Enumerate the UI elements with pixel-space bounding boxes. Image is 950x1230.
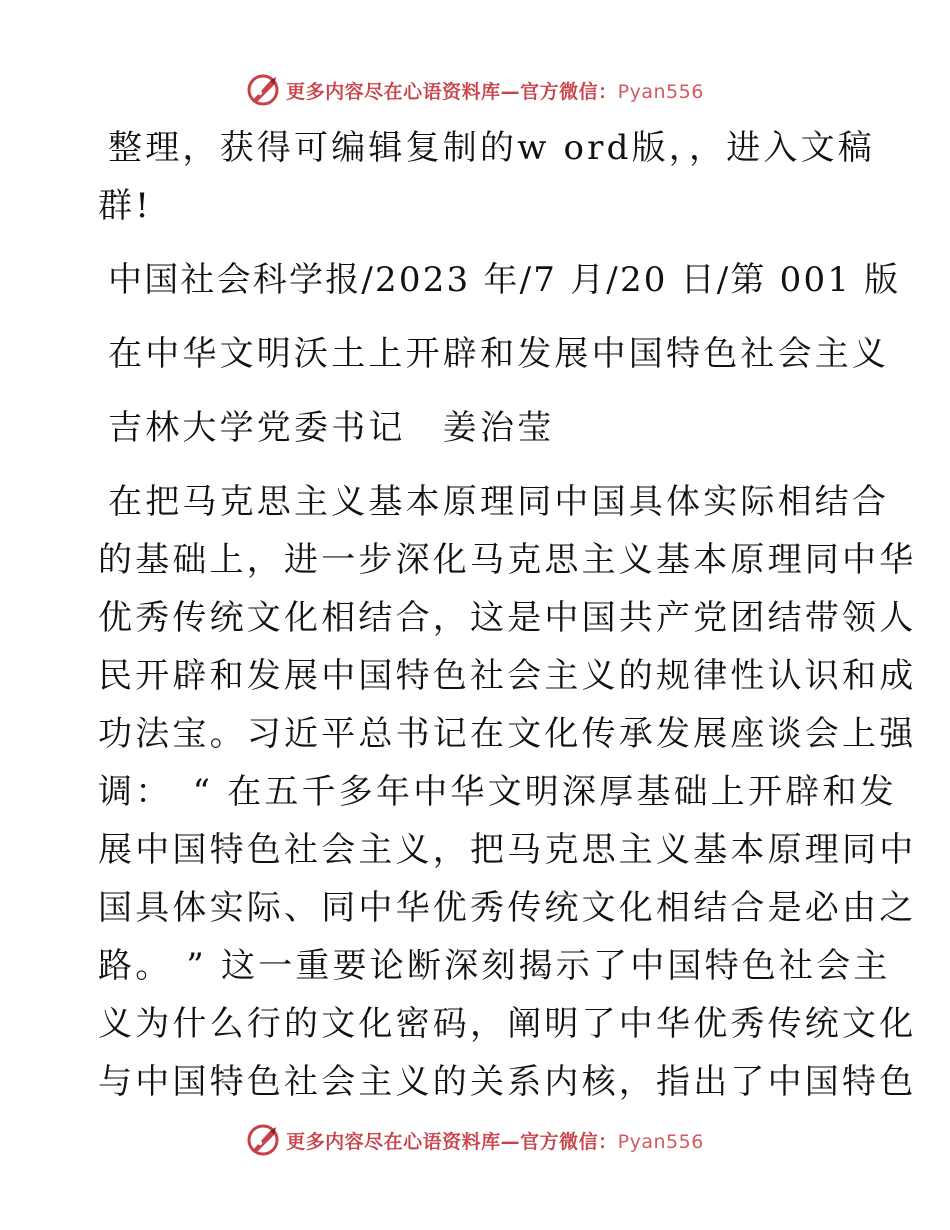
body-line: 调： “ 在五千多年中华文明深厚基础上开辟和发 [98, 772, 897, 812]
body-line: 路。 ” 这一重要论断深刻揭示了中国特色社会主 [98, 946, 891, 986]
author-line: 吉林大学党委书记 姜治莹 [108, 408, 555, 448]
quill-logo-icon [246, 73, 280, 107]
watermark-text: 更多内容尽在心语资料库—官方微信：Pyan556 [286, 1130, 704, 1153]
body-line: 展中国特色社会主义，把马克思主义基本原理同中 [98, 830, 917, 870]
body-line: 国具体实际、同中华优秀传统文化相结合是必由之 [98, 888, 917, 928]
intro-line-1: 整理，获得可编辑复制的w ord版，，进入文稿 [108, 128, 875, 168]
source-line: 中国社会科学报/2023 年/7 月/20 日/第 001 版 [108, 260, 901, 300]
body-line: 功法宝。习近平总书记在文化传承发展座谈会上强 [98, 714, 917, 754]
intro-line-2: 群! [98, 186, 153, 226]
body-line: 与中国特色社会主义的关系内核，指出了中国特色 [98, 1062, 917, 1102]
body-line: 优秀传统文化相结合，这是中国共产党团结带领人 [98, 598, 917, 638]
body-line: 民开辟和发展中国特色社会主义的规律性认识和成 [98, 656, 917, 696]
wechat-id: Pyan556 [617, 80, 704, 103]
body-line: 的基础上，进一步深化马克思主义基本原理同中华 [98, 540, 917, 580]
article-title: 在中华文明沃土上开辟和发展中国特色社会主义 [108, 334, 890, 374]
quill-logo-icon [246, 1123, 280, 1157]
watermark-text: 更多内容尽在心语资料库—官方微信：Pyan556 [286, 80, 704, 103]
body-line: 义为什么行的文化密码，阐明了中华优秀传统文化 [98, 1004, 917, 1044]
body-line: 在把马克思主义基本原理同中国具体实际相结合 [108, 482, 890, 522]
header-watermark [0, 70, 950, 110]
footer-watermark [0, 1120, 950, 1160]
wechat-id: Pyan556 [617, 1130, 704, 1153]
